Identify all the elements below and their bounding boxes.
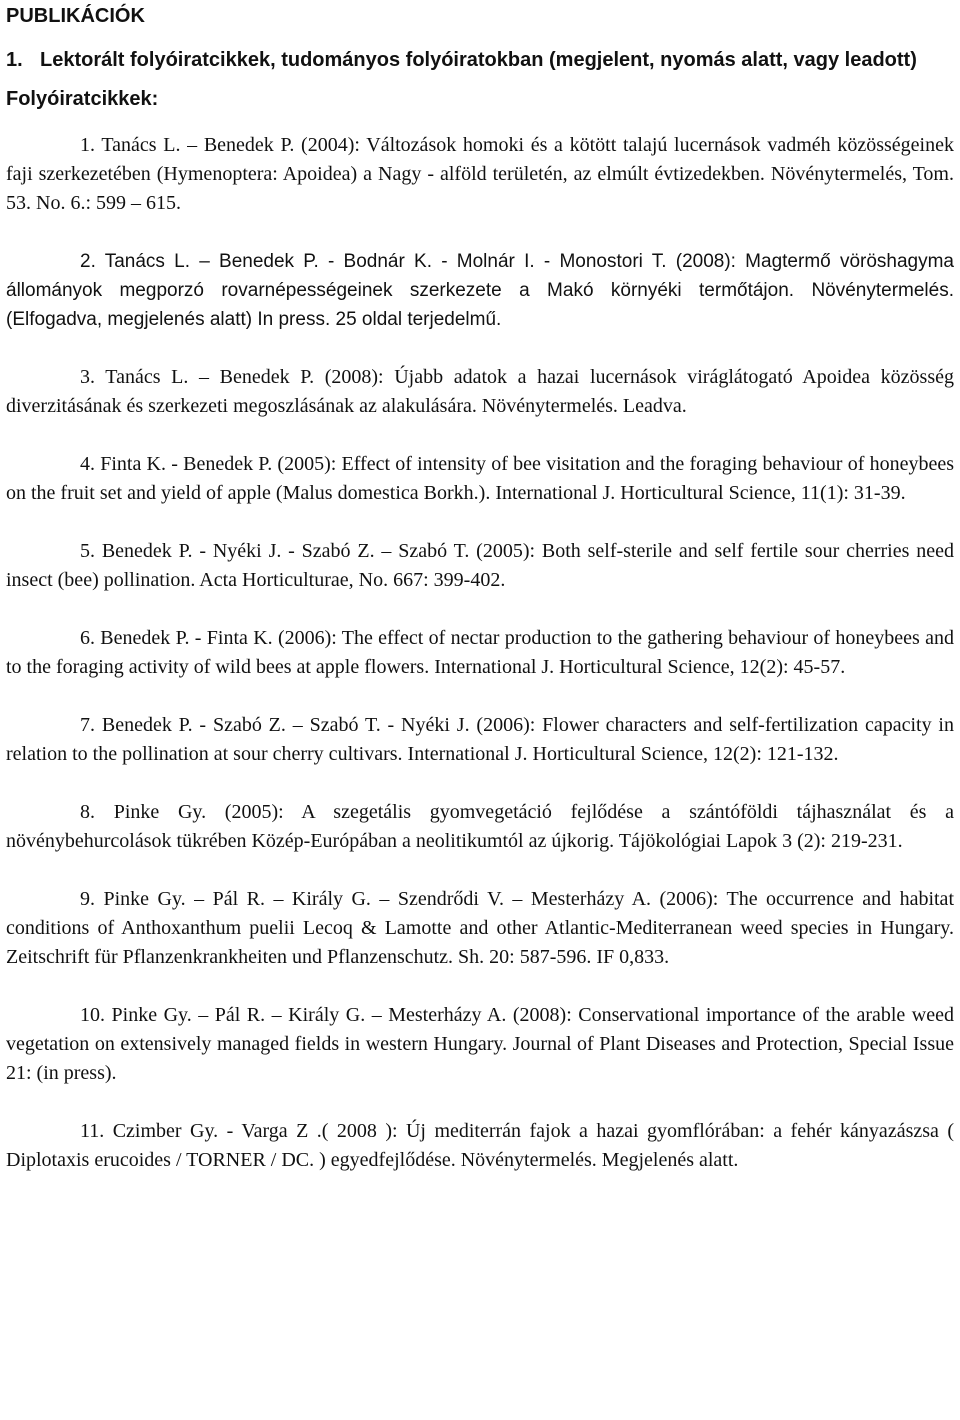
publication-item: 11. Czimber Gy. - Varga Z .( 2008 ): Új mediterrán fajok a hazai gyomflórában: a fehér kányazászsa ( Diplotaxis erucoides / TORNER / DC. ) egyedfejlődése. Növénytermelés. Megjelenés alatt. [6, 1120, 954, 1171]
publication-item: 2. Tanács L. – Benedek P. - Bodnár K. - Molnár I. - Monostori T. (2008): Magtermő vöröshagyma állományok megporzó rovarnépességeinek szerkezete a Makó környéki termőtájon. Növénytermelés. (Elfogadva, megjelenés alatt) In press. 25 oldal terjedelmű. [6, 251, 954, 330]
section-heading [6, 46, 954, 75]
journal-articles-label: Folyóiratcikkek: [6, 88, 159, 110]
publication-item: 10. Pinke Gy. – Pál R. – Király G. – Mesterházy A. (2008): Conservational importance of the arable weed vegetation on extensively managed fields in western Hungary. Journal of Plant Diseases and Protection, Special Issue 21: (in press). [6, 1004, 954, 1084]
section-number: 1. [6, 49, 23, 71]
publication-item: 7. Benedek P. - Szabó Z. – Szabó T. - Nyéki J. (2006): Flower characters and self-fertilization capacity in relation to the pollination at sour cherry cultivars. International J. Horticultural Science, 12(2): 121-132. [6, 714, 954, 765]
document-page [6, 0, 954, 1204]
publication-item: 9. Pinke Gy. – Pál R. – Király G. – Szendrődi V. – Mesterházy A. (2006): The occurrence and habitat conditions of Anthoxanthum puelii Lecoq & Lamotte and other Atlantic-Mediterranean weed species in Hungary. Zeitschrift für Pflanzenkrankheiten und Pflanzenschutz. Sh. 20: 587-596. IF 0,833. [6, 888, 954, 968]
publication-item: 8. Pinke Gy. (2005): A szegetális gyomvegetáció fejlődése a szántóföldi tájhasználat és a növénybehurcolások tükrében Közép-Európában a neolitikumtól az újkorig. Tájökológiai Lapok 3 (2): 219-231. [6, 801, 954, 852]
page-heading: PUBLIKÁCIÓK [6, 5, 145, 27]
publication-item: 4. Finta K. - Benedek P. (2005): Effect of intensity of bee visitation and the foraging behaviour of honeybees on the fruit set and yield of apple (Malus domestica Borkh.). International J. Horticultural Science, 11(1): 31-39. [6, 453, 954, 504]
publication-item: 1. Tanács L. – Benedek P. (2004): Változások homoki és a kötött talajú lucernások vadméh közösségeinek faji szerkezetében (Hymenoptera: Apoidea) a Nagy - alföld területén, az elmúlt évtizedekben. Növénytermelés, Tom. 53. No. 6.: 599 – 615. [6, 134, 954, 214]
publication-list [6, 131, 954, 1175]
publication-item: 5. Benedek P. - Nyéki J. - Szabó Z. – Szabó T. (2005): Both self-sterile and self fertile sour cherries need insect (bee) pollination. Acta Horticulturae, No. 667: 399-402. [6, 540, 954, 591]
publication-item: 6. Benedek P. - Finta K. (2006): The effect of nectar production to the gathering behaviour of honeybees and to the foraging activity of wild bees at apple flowers. International J. Horticultural Science, 12(2): 45-57. [6, 627, 954, 678]
section-title: Lektorált folyóiratcikkek, tudományos folyóiratokban (megjelent, nyomás alatt, vagy leadott) [40, 49, 917, 71]
publication-item: 3. Tanács L. – Benedek P. (2008): Újabb adatok a hazai lucernások viráglátogató Apoidea közösség diverzitásának és szerkezeti megoszlásának az alakulására. Növénytermelés. Leadva. [6, 366, 954, 417]
